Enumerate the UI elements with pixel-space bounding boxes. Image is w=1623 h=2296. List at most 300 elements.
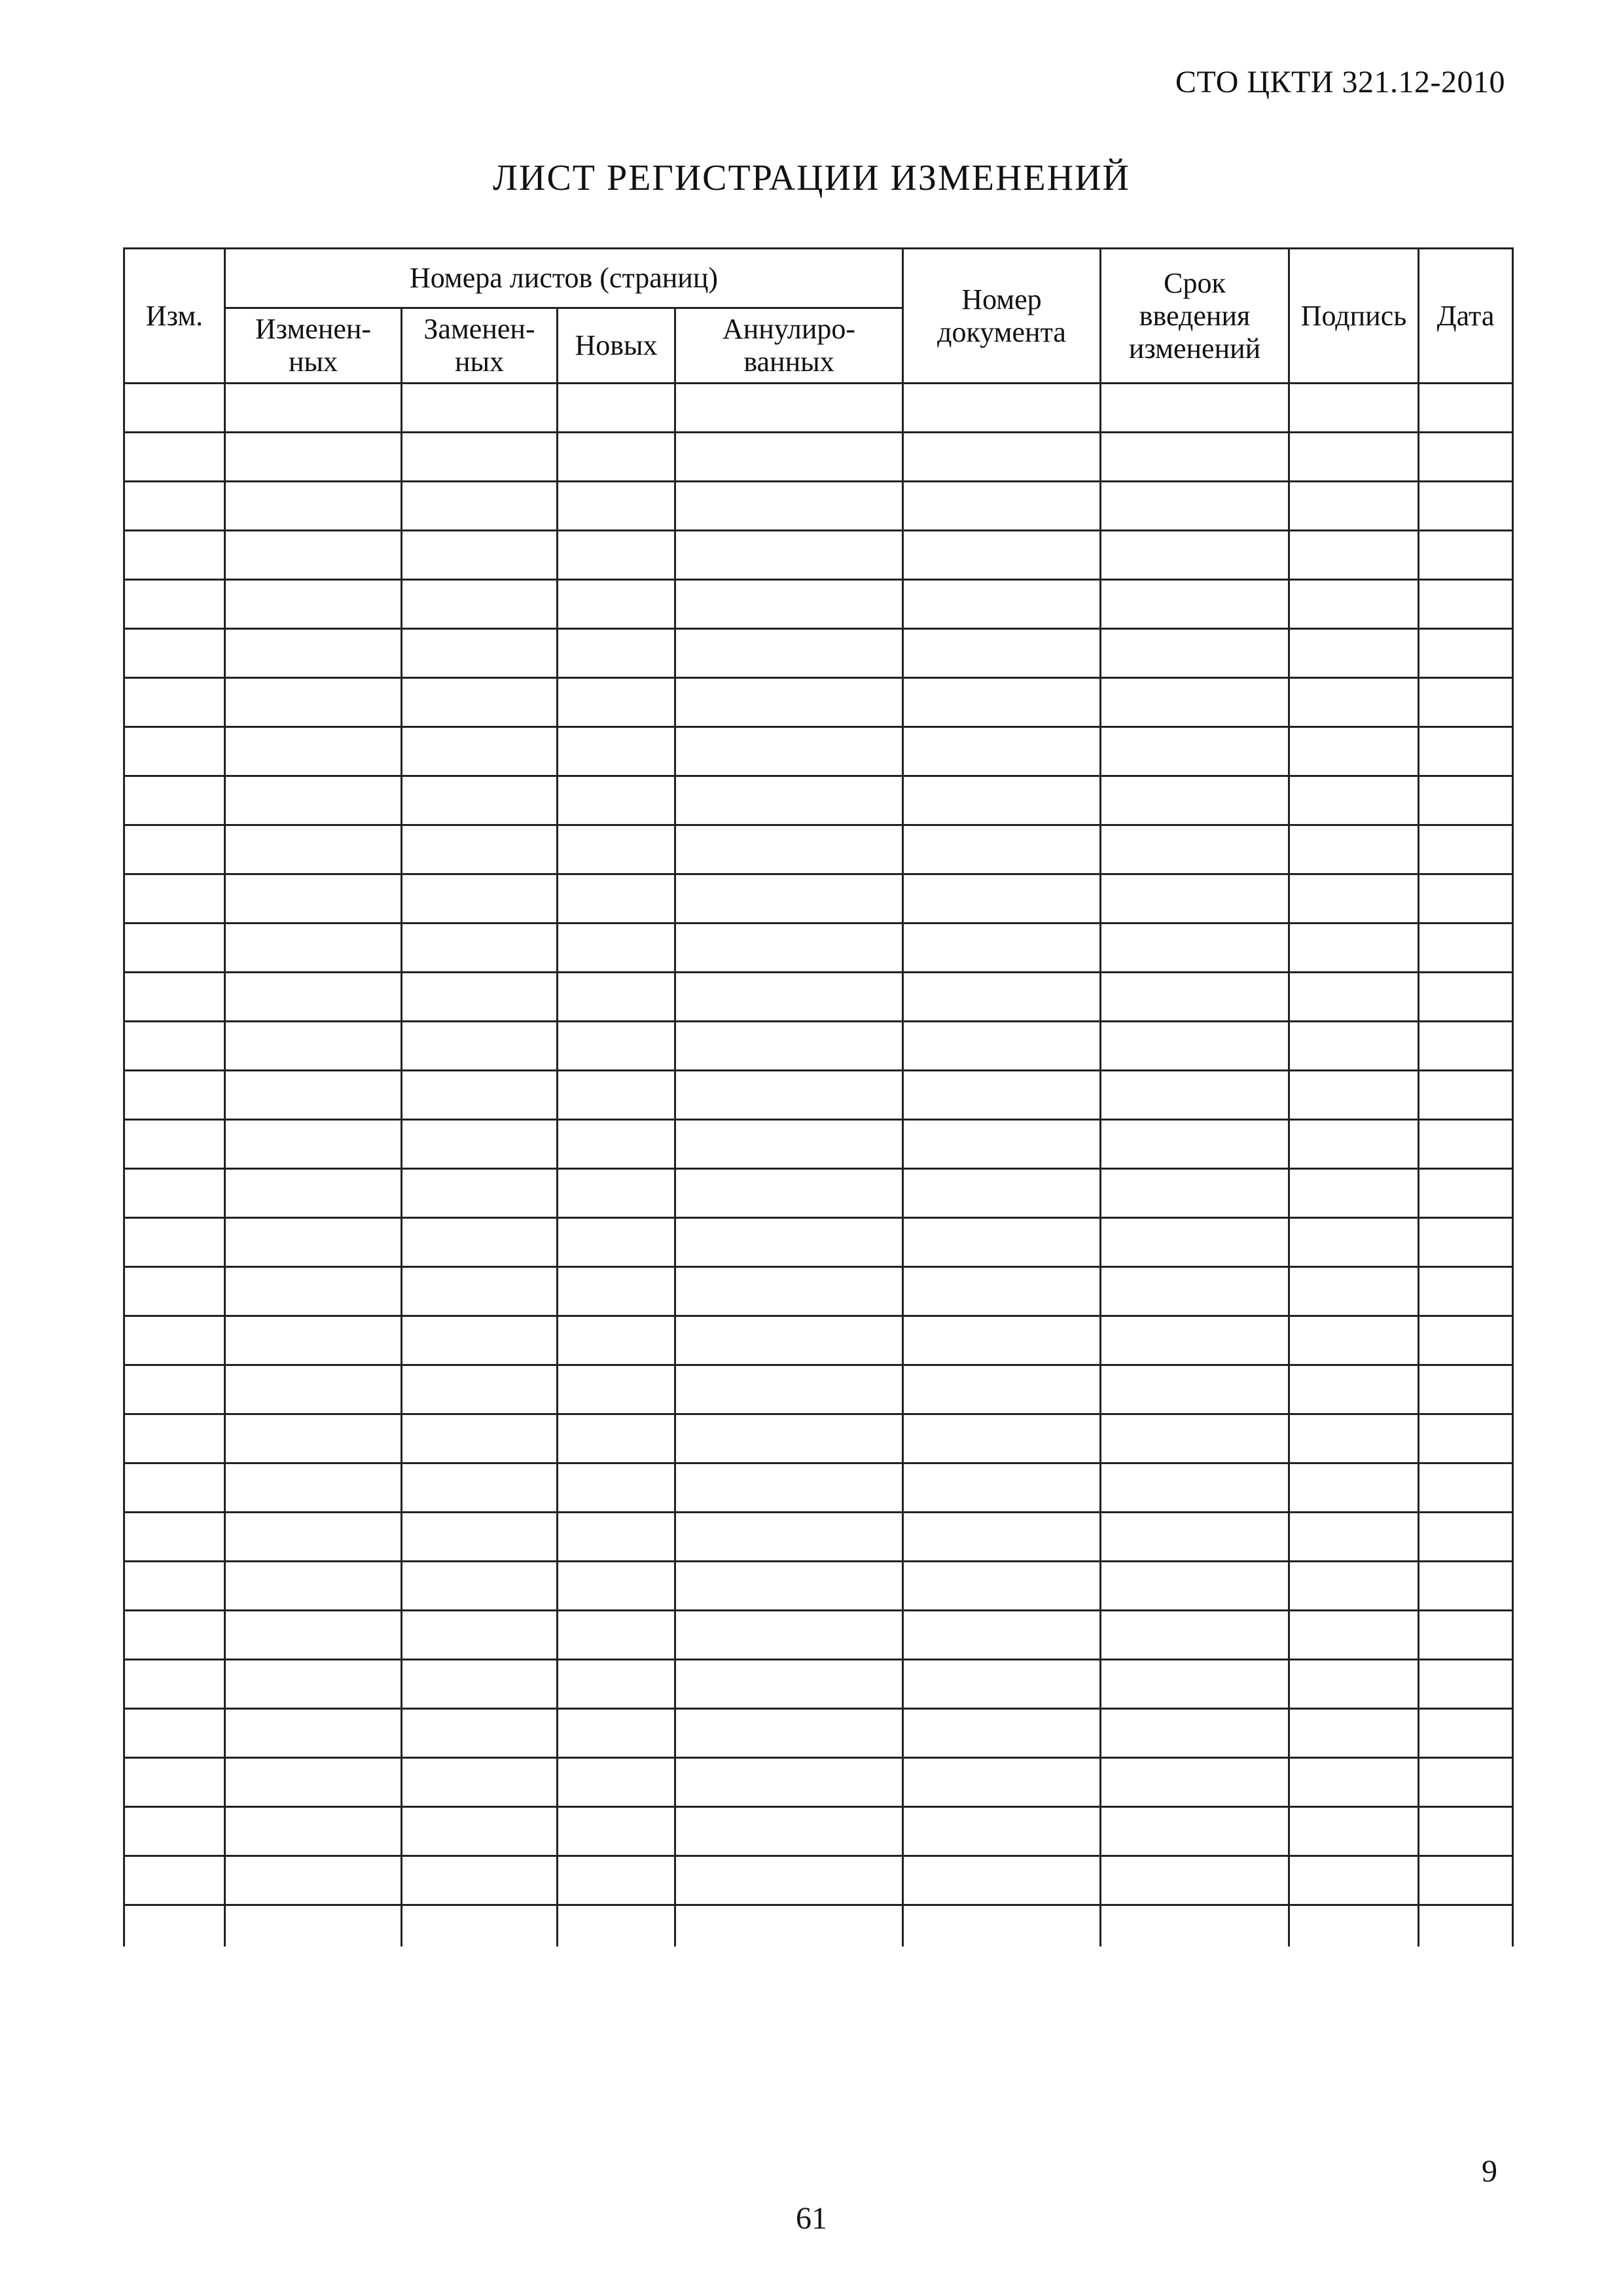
table-cell [402, 1267, 558, 1316]
table-cell [903, 629, 1101, 678]
table-cell [1419, 531, 1513, 580]
table-cell [1289, 1807, 1419, 1856]
table-cell [402, 531, 558, 580]
table-row [124, 1071, 1513, 1120]
table-cell [675, 973, 903, 1022]
table-cell [124, 727, 225, 776]
table-cell [558, 1562, 675, 1611]
table-cell [558, 1169, 675, 1218]
table-cell [903, 1562, 1101, 1611]
table-cell [225, 727, 402, 776]
table-cell [903, 1414, 1101, 1463]
table-cell [402, 1316, 558, 1365]
header-annulled: Аннулиро- ванных [675, 308, 903, 384]
table-cell [1101, 973, 1289, 1022]
table-cell [124, 1758, 225, 1807]
table-cell [402, 1905, 558, 1947]
table-cell [1419, 1709, 1513, 1758]
table-cell [903, 1022, 1101, 1071]
table-cell [402, 924, 558, 973]
table-cell [124, 1463, 225, 1513]
table-cell [402, 776, 558, 825]
table-cell [558, 482, 675, 531]
header-replaced: Заменен- ных [402, 308, 558, 384]
table-cell [903, 580, 1101, 629]
table-cell [1101, 1316, 1289, 1365]
table-cell [225, 1463, 402, 1513]
table-cell [225, 1120, 402, 1169]
table-cell [903, 531, 1101, 580]
table-cell [402, 1022, 558, 1071]
table-cell [124, 825, 225, 874]
table-cell [225, 1316, 402, 1365]
table-cell [903, 874, 1101, 924]
table-cell [558, 825, 675, 874]
table-cell [1101, 1513, 1289, 1562]
table-cell [675, 1414, 903, 1463]
table-cell [225, 1807, 402, 1856]
header-izm: Изм. [124, 249, 225, 384]
table-row [124, 629, 1513, 678]
table-cell [402, 384, 558, 433]
table-cell [675, 1905, 903, 1947]
table-cell [1419, 580, 1513, 629]
table-cell [124, 1660, 225, 1709]
table-cell [558, 1365, 675, 1414]
table-cell [558, 1905, 675, 1947]
table-cell [1101, 1022, 1289, 1071]
table-cell [1419, 924, 1513, 973]
table-cell [1101, 924, 1289, 973]
table-cell [1419, 1856, 1513, 1905]
table-cell [558, 531, 675, 580]
table-row [124, 1513, 1513, 1562]
table-cell [1289, 1709, 1419, 1758]
table-cell [675, 1807, 903, 1856]
table-cell [1101, 727, 1289, 776]
table-cell [124, 924, 225, 973]
table-cell [1289, 1414, 1419, 1463]
sheet-title: ЛИСТ РЕГИСТРАЦИИ ИЗМЕНЕНИЙ [493, 158, 1130, 198]
table-row [124, 825, 1513, 874]
table-row [124, 1856, 1513, 1905]
table-row [124, 580, 1513, 629]
table-cell [402, 1758, 558, 1807]
table-cell [558, 1513, 675, 1562]
table-cell [1419, 1365, 1513, 1414]
table-cell [124, 1611, 225, 1660]
table-cell [402, 874, 558, 924]
table-cell [675, 531, 903, 580]
table-cell [903, 1120, 1101, 1169]
table-cell [225, 1513, 402, 1562]
header-sheet-numbers-group: Номера листов (страниц) [225, 249, 903, 308]
table-cell [903, 1463, 1101, 1513]
table-cell [675, 1562, 903, 1611]
table-row [124, 678, 1513, 727]
table-cell [558, 1856, 675, 1905]
table-cell [1419, 727, 1513, 776]
table-cell [675, 1169, 903, 1218]
table-cell [558, 1218, 675, 1267]
table-cell [903, 1660, 1101, 1709]
table-cell [1419, 1562, 1513, 1611]
table-cell [124, 1562, 225, 1611]
table-cell [558, 924, 675, 973]
header-changed: Изменен- ных [225, 308, 402, 384]
table-cell [225, 629, 402, 678]
table-cell [1289, 1267, 1419, 1316]
table-cell [124, 1414, 225, 1463]
table-cell [124, 1905, 225, 1947]
table-cell [903, 776, 1101, 825]
table-cell [402, 1120, 558, 1169]
table-cell [903, 482, 1101, 531]
table-cell [225, 1611, 402, 1660]
table-cell [402, 1611, 558, 1660]
table-cell [402, 1562, 558, 1611]
table-cell [558, 1660, 675, 1709]
table-cell [1289, 1463, 1419, 1513]
table-row [124, 1022, 1513, 1071]
table-cell [124, 1120, 225, 1169]
table-cell [675, 1611, 903, 1660]
table-row [124, 1905, 1513, 1947]
table-cell [675, 1071, 903, 1120]
table-cell [1289, 874, 1419, 924]
table-cell [1289, 1365, 1419, 1414]
table-cell [1289, 629, 1419, 678]
table-cell [675, 678, 903, 727]
table-cell [558, 973, 675, 1022]
table-cell [1101, 1758, 1289, 1807]
table-cell [903, 1218, 1101, 1267]
table-cell [1101, 531, 1289, 580]
table-cell [903, 1856, 1101, 1905]
table-cell [903, 1611, 1101, 1660]
table-header [124, 249, 1513, 384]
table-cell [558, 1758, 675, 1807]
table-cell [124, 874, 225, 924]
table-cell [675, 924, 903, 973]
table-cell [225, 973, 402, 1022]
table-cell [225, 1660, 402, 1709]
table-row [124, 1611, 1513, 1660]
header-effective-date: Срок введения изменений [1101, 249, 1289, 384]
table-cell [675, 825, 903, 874]
table-cell [1101, 874, 1289, 924]
table-cell [1101, 825, 1289, 874]
table-cell [124, 482, 225, 531]
table-cell [675, 1022, 903, 1071]
table-row [124, 1414, 1513, 1463]
table-cell [675, 433, 903, 482]
table-cell [1101, 1905, 1289, 1947]
table-cell [124, 1807, 225, 1856]
table-cell [1419, 433, 1513, 482]
table-cell [675, 1365, 903, 1414]
table-cell [124, 1856, 225, 1905]
table-cell [1101, 1218, 1289, 1267]
table-cell [225, 531, 402, 580]
table-cell [558, 1611, 675, 1660]
table-cell [1419, 384, 1513, 433]
table-cell [225, 1709, 402, 1758]
table-cell [1289, 825, 1419, 874]
table-cell [675, 1218, 903, 1267]
table-cell [1289, 1316, 1419, 1365]
table-cell [225, 1365, 402, 1414]
table-cell [124, 776, 225, 825]
table-cell [1289, 1169, 1419, 1218]
table-cell [903, 1709, 1101, 1758]
table-cell [402, 1807, 558, 1856]
table-cell [1419, 1316, 1513, 1365]
table-row [124, 776, 1513, 825]
table-cell [903, 1316, 1101, 1365]
table-cell [558, 678, 675, 727]
table-cell [1419, 1169, 1513, 1218]
table-cell [402, 1414, 558, 1463]
table-cell [1289, 580, 1419, 629]
table-row [124, 1169, 1513, 1218]
table-cell [1289, 924, 1419, 973]
table-cell [675, 1316, 903, 1365]
table-cell [903, 433, 1101, 482]
table-cell [1289, 1513, 1419, 1562]
table-cell [903, 825, 1101, 874]
table-cell [124, 1071, 225, 1120]
table-cell [402, 1169, 558, 1218]
table-cell [558, 1463, 675, 1513]
table-cell [124, 629, 225, 678]
table-row [124, 1562, 1513, 1611]
table-row [124, 727, 1513, 776]
table-cell [558, 1071, 675, 1120]
table-row [124, 1218, 1513, 1267]
table-row [124, 874, 1513, 924]
table-row [124, 1267, 1513, 1316]
table-cell [124, 1169, 225, 1218]
table-cell [1289, 1660, 1419, 1709]
table-cell [1419, 1120, 1513, 1169]
table-cell [1101, 776, 1289, 825]
table-row [124, 973, 1513, 1022]
table-cell [402, 1660, 558, 1709]
table-cell [1101, 1414, 1289, 1463]
table-cell [1101, 1562, 1289, 1611]
table-cell [1419, 1218, 1513, 1267]
table-cell [1101, 678, 1289, 727]
table-cell [1289, 1758, 1419, 1807]
table-cell [675, 1709, 903, 1758]
header-new: Новых [558, 308, 675, 384]
page-number-center: 61 [796, 2201, 827, 2236]
table-row [124, 1709, 1513, 1758]
table-cell [558, 384, 675, 433]
table-cell [1419, 1463, 1513, 1513]
table-cell [124, 1022, 225, 1071]
table-cell [675, 1513, 903, 1562]
table-cell [1101, 1365, 1289, 1414]
table-cell [225, 482, 402, 531]
document-code: СТО ЦКТИ 321.12-2010 [1175, 65, 1505, 99]
table-cell [402, 433, 558, 482]
table-cell [1289, 1562, 1419, 1611]
table-cell [225, 1267, 402, 1316]
table-cell [903, 678, 1101, 727]
change-registration-table [123, 247, 1514, 1946]
table-cell [225, 678, 402, 727]
header-signature: Подпись [1289, 249, 1419, 384]
table-cell [558, 433, 675, 482]
header-date: Дата [1419, 249, 1513, 384]
table-cell [1419, 1267, 1513, 1316]
table-cell [558, 1807, 675, 1856]
table-cell [1101, 1169, 1289, 1218]
table-cell [225, 1856, 402, 1905]
table-cell [675, 1856, 903, 1905]
table-cell [1419, 1022, 1513, 1071]
table-cell [1419, 1513, 1513, 1562]
table-cell [1419, 1905, 1513, 1947]
table-cell [225, 776, 402, 825]
table-cell [1419, 1758, 1513, 1807]
table-cell [558, 1267, 675, 1316]
table-cell [402, 482, 558, 531]
table-cell [903, 1267, 1101, 1316]
table-cell [1101, 433, 1289, 482]
table-cell [1419, 1611, 1513, 1660]
table-cell [402, 825, 558, 874]
table-cell [675, 629, 903, 678]
table-cell [903, 1513, 1101, 1562]
table-cell [903, 1169, 1101, 1218]
table-cell [675, 384, 903, 433]
table-row [124, 1365, 1513, 1414]
table-row [124, 531, 1513, 580]
table-cell [1101, 1709, 1289, 1758]
table-row [124, 1120, 1513, 1169]
table-cell [903, 384, 1101, 433]
table-cell [225, 1905, 402, 1947]
table-cell [1419, 776, 1513, 825]
table-cell [558, 1022, 675, 1071]
table-cell [1289, 433, 1419, 482]
table-cell [903, 1758, 1101, 1807]
table-cell [124, 1709, 225, 1758]
table-cell [225, 1022, 402, 1071]
table-cell [225, 384, 402, 433]
table-cell [675, 482, 903, 531]
table-cell [1289, 482, 1419, 531]
table-cell [558, 1414, 675, 1463]
table-cell [1419, 874, 1513, 924]
table-cell [558, 727, 675, 776]
table-cell [1289, 1905, 1419, 1947]
table-row [124, 384, 1513, 433]
table-cell [402, 678, 558, 727]
table-cell [1101, 580, 1289, 629]
table-cell [1101, 1807, 1289, 1856]
table-cell [124, 973, 225, 1022]
table-cell [1419, 678, 1513, 727]
table-cell [1419, 825, 1513, 874]
table-cell [402, 727, 558, 776]
table-cell [903, 727, 1101, 776]
table-cell [903, 1365, 1101, 1414]
table-row [124, 433, 1513, 482]
table-cell [1101, 1611, 1289, 1660]
table-cell [124, 580, 225, 629]
table-cell [1289, 1218, 1419, 1267]
table-cell [675, 727, 903, 776]
table-cell [225, 924, 402, 973]
table-cell [675, 1463, 903, 1513]
table-row [124, 1660, 1513, 1709]
table-cell [124, 433, 225, 482]
table-cell [558, 1120, 675, 1169]
table-cell [675, 1120, 903, 1169]
table-cell [402, 629, 558, 678]
table-cell [903, 1905, 1101, 1947]
table-cell [225, 1218, 402, 1267]
table-cell [124, 531, 225, 580]
table-cell [402, 1709, 558, 1758]
table-cell [1289, 973, 1419, 1022]
table-cell [675, 1267, 903, 1316]
table-cell [1101, 1660, 1289, 1709]
table-cell [225, 825, 402, 874]
table-cell [1289, 727, 1419, 776]
table-cell [1289, 776, 1419, 825]
table-cell [903, 1071, 1101, 1120]
table-cell [1289, 1071, 1419, 1120]
table-row [124, 924, 1513, 973]
table-cell [402, 1365, 558, 1414]
table-cell [1289, 1611, 1419, 1660]
table-cell [402, 1513, 558, 1562]
table-cell [225, 1562, 402, 1611]
table-cell [225, 580, 402, 629]
table-cell [1419, 1660, 1513, 1709]
table-row [124, 1758, 1513, 1807]
table-cell [402, 1218, 558, 1267]
table-cell [558, 580, 675, 629]
table-cell [124, 1316, 225, 1365]
table-cell [558, 874, 675, 924]
table-cell [675, 776, 903, 825]
table-cell [225, 874, 402, 924]
page-number-right: 9 [1482, 2154, 1497, 2189]
table-cell [558, 1709, 675, 1758]
table-cell [903, 924, 1101, 973]
table-cell [402, 1856, 558, 1905]
table-cell [124, 384, 225, 433]
table-cell [558, 629, 675, 678]
table-cell [675, 1758, 903, 1807]
table-cell [675, 1660, 903, 1709]
table-cell [225, 1414, 402, 1463]
table-row [124, 482, 1513, 531]
table-cell [1289, 678, 1419, 727]
table-cell [1101, 384, 1289, 433]
table-cell [225, 433, 402, 482]
table-cell [1101, 1267, 1289, 1316]
table-cell [124, 1218, 225, 1267]
table-cell [1289, 384, 1419, 433]
table-cell [675, 580, 903, 629]
